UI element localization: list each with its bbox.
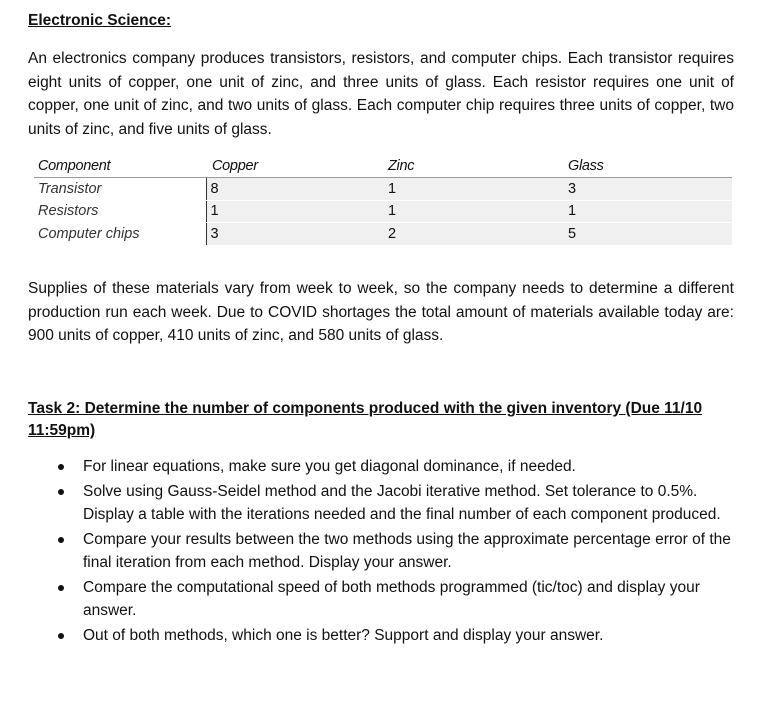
table-row bbox=[34, 178, 732, 201]
cell-zinc: 1 bbox=[376, 178, 556, 201]
cell-glass: 5 bbox=[556, 223, 732, 246]
cell-copper: 8 bbox=[206, 178, 376, 201]
list-item bbox=[28, 624, 734, 648]
bullet-text: Out of both methods, which one is better? Support and display your answer. bbox=[83, 626, 604, 644]
header-component: Component bbox=[34, 154, 206, 178]
bullet-text: For linear equations, make sure you get diagonal dominance, if needed. bbox=[83, 458, 576, 475]
intro-paragraph: An electronics company produces transistors, resistors, and computer chips. Each transistor requires eight units of copper, one unit of zinc, and three units of glass. Each resistor requires one unit of copper, one unit of zinc, and two units of glass. Each computer chip requires three units of copper, two units of zinc, and five units of glass. bbox=[28, 50, 734, 138]
table-header-row bbox=[34, 154, 732, 178]
bullet-text: Solve using Gauss-Seidel method and the Jacobi iterative method. Set tolerance to 0.5%. Display a table with the iterations needed and the final number of each component produced. bbox=[83, 482, 721, 523]
task-heading: Task 2: Determine the number of components produced with the given inventory (Due 11/10 11:59pm) bbox=[28, 400, 703, 439]
list-item bbox=[28, 528, 734, 575]
cell-zinc: 1 bbox=[376, 200, 556, 223]
table-row bbox=[34, 200, 732, 223]
cell-component: Computer chips bbox=[34, 223, 206, 246]
cell-copper: 1 bbox=[206, 200, 376, 223]
section-heading: Electronic Science: bbox=[28, 12, 172, 29]
list-item bbox=[28, 576, 734, 623]
cell-glass: 3 bbox=[556, 178, 732, 201]
header-copper: Copper bbox=[206, 154, 376, 178]
cell-component: Resistors bbox=[34, 200, 206, 223]
header-glass: Glass bbox=[556, 154, 732, 178]
bullet-icon bbox=[58, 464, 64, 470]
cell-glass: 1 bbox=[556, 200, 732, 223]
cell-zinc: 2 bbox=[376, 223, 556, 246]
cell-copper: 3 bbox=[206, 223, 376, 246]
list-item bbox=[28, 455, 734, 479]
supplies-paragraph: Supplies of these materials vary from week to week, so the company needs to determine a different production run each week. Due to COVID shortages the total amount of materials available today are: 900 units of copper, 410 units of zinc, and 580 units of glass. bbox=[28, 280, 734, 344]
list-item bbox=[28, 480, 734, 527]
bullet-icon bbox=[58, 633, 64, 639]
header-zinc: Zinc bbox=[376, 154, 556, 178]
bullet-icon bbox=[58, 537, 64, 543]
cell-component: Transistor bbox=[34, 178, 206, 201]
bullet-icon bbox=[58, 489, 64, 495]
table-row bbox=[34, 223, 732, 246]
components-table bbox=[34, 154, 732, 246]
bullet-text: Compare the computational speed of both methods programmed (tic/toc) and display your answer. bbox=[83, 578, 700, 619]
bullet-icon bbox=[58, 585, 64, 591]
bullet-text: Compare your results between the two methods using the approximate percentage error of the final iteration from each method. Display your answer. bbox=[83, 530, 731, 571]
task-bullet-list bbox=[28, 455, 734, 648]
